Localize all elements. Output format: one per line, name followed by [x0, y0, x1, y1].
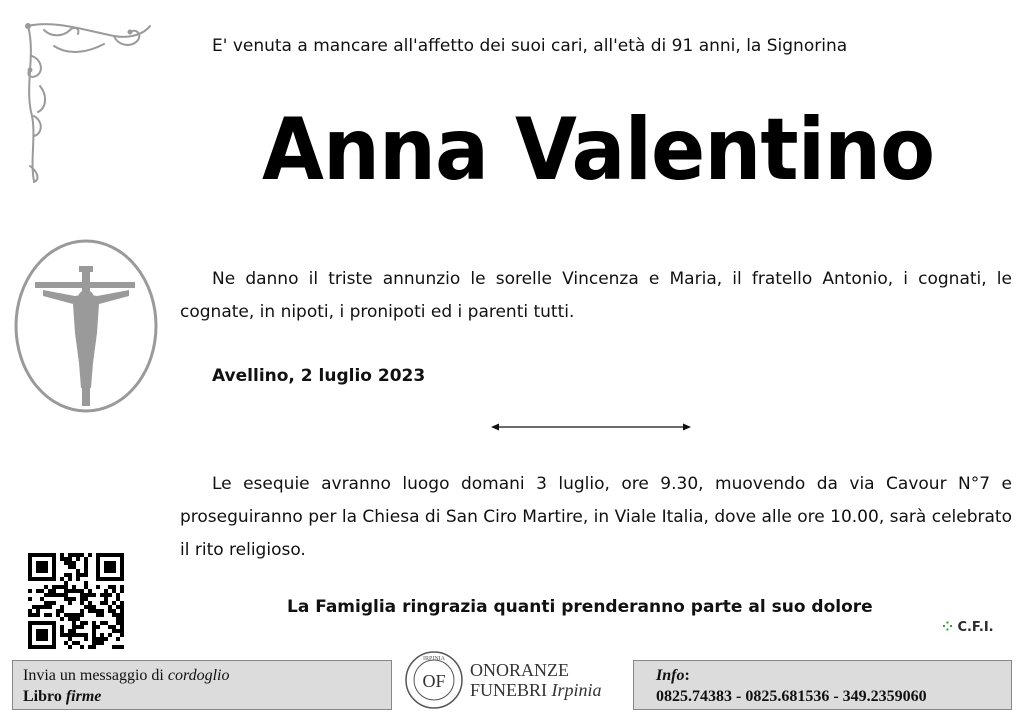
crucifix-icon — [13, 238, 159, 414]
announcement-text: Ne danno il triste annunzio le sorelle Vincenza e Maria, il fratello Antonio, i cognati, le cognate, in nipoti, i pronipoti ed i parenti tutti. — [180, 269, 1012, 322]
place-date: Avellino, 2 luglio 2023 — [212, 366, 426, 386]
family-thanks: La Famiglia ringrazia quanti prenderanno parte al suo dolore — [287, 597, 873, 617]
guestbook-em: firme — [65, 688, 102, 705]
company-line1: ONORANZE — [470, 660, 569, 680]
funeral-text: Le esequie avranno luogo domani 3 luglio, ore 9.30, muovendo da via Cavour N°7 e proseguiranno per la Chiesa di San Ciro Martire, in Viale Italia, dove alle ore 10.00, sarà celebrato il rito religioso. — [180, 474, 1012, 560]
corner-ornament-icon — [14, 16, 159, 186]
info-title: Info: — [656, 667, 690, 684]
cfi-label: C.F.I. — [957, 620, 994, 635]
cfi-logo — [942, 620, 994, 635]
funeral-paragraph — [180, 468, 1012, 567]
company-seal-icon — [404, 650, 464, 710]
deceased-name: Anna Valentino — [262, 100, 935, 200]
company-name — [470, 660, 602, 700]
divider-arrow-icon — [490, 420, 692, 434]
seal-initials: OF — [422, 671, 446, 691]
seal-ring-text: IRPINIA — [423, 656, 445, 662]
condolence-box[interactable] — [12, 660, 392, 710]
condolence-prefix: Invia un messaggio di — [23, 667, 168, 684]
info-phones[interactable]: 0825.74383 - 0825.681536 - 349.2359060 — [656, 688, 927, 705]
info-box — [633, 660, 1012, 710]
announcement-paragraph — [180, 263, 1012, 329]
guestbook-prefix: Libro — [23, 688, 66, 705]
company-line2-prefix: FUNEBRI — [470, 680, 552, 700]
info-label: Info — [656, 667, 685, 684]
company-line2-em: Irpinia — [551, 680, 602, 700]
company-line2 — [470, 680, 602, 700]
qr-code-icon[interactable] — [28, 553, 124, 649]
condolence-link[interactable] — [23, 665, 381, 686]
cfi-dots-icon: ⁘ — [942, 620, 953, 635]
guestbook-link[interactable] — [23, 686, 381, 707]
condolence-em: cordoglio — [167, 667, 230, 684]
intro-text: E' venuta a mancare all'affetto dei suoi cari, all'età di 91 anni, la Signorina — [212, 36, 848, 56]
